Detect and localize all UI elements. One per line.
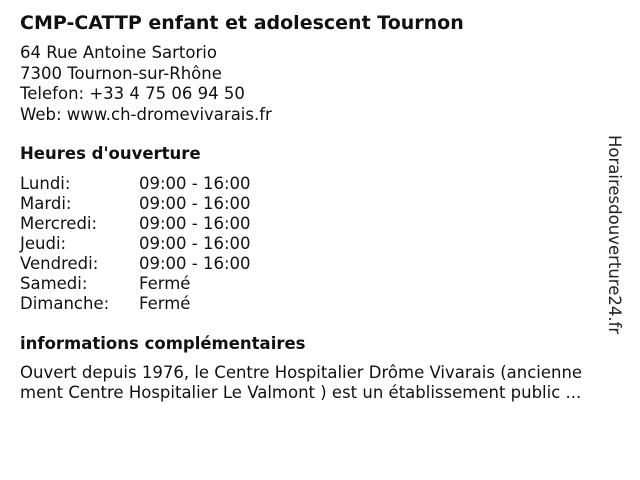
hours-time: Fermé: [139, 294, 191, 313]
hours-time: 09:00 - 16:00: [139, 234, 251, 253]
hours-day: Dimanche:: [20, 294, 110, 313]
address-block: [20, 43, 272, 125]
page-title: CMP-CATTP enfant et adolescent Tournon: [20, 12, 464, 34]
address-street: 64 Rue Antoine Sartorio: [20, 43, 217, 62]
hours-time: 09:00 - 16:00: [139, 174, 251, 193]
hours-day: Jeudi:: [20, 234, 67, 253]
hours-day: Mardi:: [20, 194, 72, 213]
info-description: [20, 363, 620, 403]
phone-number: Telefon: +33 4 75 06 94 50: [20, 84, 245, 103]
site-brand-watermark: Horairesdouverture24.fr: [605, 135, 624, 335]
hours-time: 09:00 - 16:00: [139, 194, 251, 213]
hours-day: Vendredi:: [20, 254, 99, 273]
info-line: Ouvert depuis 1976, le Centre Hospitalier Drôme Vivarais (ancienne: [20, 363, 583, 382]
hours-heading: Heures d'ouverture: [20, 144, 201, 163]
address-city: 7300 Tournon-sur-Rhône: [20, 63, 222, 83]
hours-time: 09:00 - 16:00: [139, 214, 251, 233]
hours-day: Mercredi:: [20, 214, 98, 233]
hours-day: Lundi:: [20, 174, 71, 193]
website-link[interactable]: Web: www.ch-dromevivarais.fr: [20, 104, 272, 124]
hours-time: Fermé: [139, 274, 191, 293]
info-line: ment Centre Hospitalier Le Valmont ) est un établissement public ...: [20, 383, 582, 402]
hours-time: 09:00 - 16:00: [139, 254, 251, 273]
info-heading: informations complémentaires: [20, 334, 306, 353]
hours-day: Samedi:: [20, 274, 88, 293]
